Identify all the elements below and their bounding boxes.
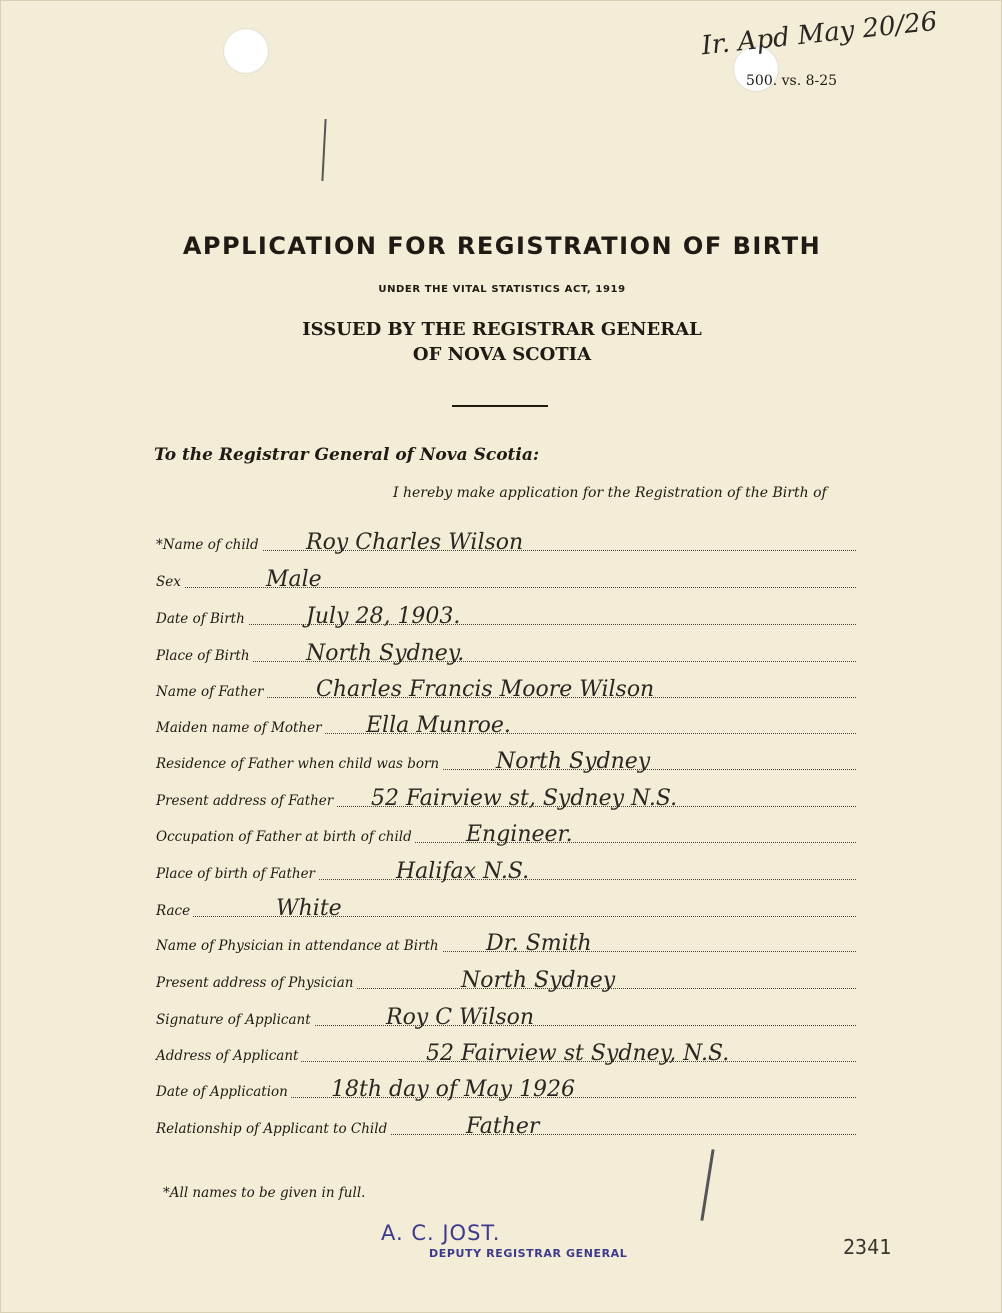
field-value: July 28, 1903. bbox=[306, 604, 461, 629]
fill-line bbox=[156, 916, 856, 917]
field-value: North Sydney bbox=[496, 749, 651, 774]
field-value: Father bbox=[466, 1114, 540, 1139]
registrar-stamp-title: DEPUTY REGISTRAR GENERAL bbox=[429, 1247, 628, 1260]
field-label: Date of Application bbox=[156, 1084, 291, 1100]
field-row-date-of-application bbox=[156, 1074, 856, 1104]
field-row-name-of-father bbox=[156, 674, 856, 704]
fill-line bbox=[156, 587, 856, 588]
field-row-name-of-physician bbox=[156, 928, 856, 958]
form-code: 500. vs. 8-25 bbox=[746, 73, 838, 89]
field-label: Relationship of Applicant to Child bbox=[156, 1121, 390, 1137]
issuer-line-2: OF NOVA SCOTIA bbox=[412, 344, 592, 365]
field-label: Race bbox=[156, 903, 193, 919]
field-label: Date of Birth bbox=[156, 611, 248, 627]
field-row-signature-of-applicant bbox=[156, 1002, 856, 1032]
field-value: Male bbox=[266, 567, 322, 592]
field-row-address-of-applicant bbox=[156, 1038, 856, 1068]
field-row-residence-of-father bbox=[156, 746, 856, 776]
field-value: North Sydney. bbox=[306, 641, 465, 666]
registrar-stamp-name: A. C. JOST. bbox=[381, 1221, 501, 1245]
addressee-line: To the Registrar General of Nova Scotia: bbox=[154, 445, 540, 465]
field-value: Roy C Wilson bbox=[386, 1005, 535, 1030]
field-value: 52 Fairview st Sydney, N.S. bbox=[426, 1041, 730, 1066]
field-row-present-address-of-physician bbox=[156, 965, 856, 995]
field-label: Signature of Applicant bbox=[156, 1012, 314, 1028]
fill-line bbox=[156, 624, 856, 625]
field-label: Occupation of Father at birth of child bbox=[156, 829, 415, 845]
field-row-name-of-child bbox=[156, 527, 856, 557]
field-row-relationship-of-applicant bbox=[156, 1111, 856, 1141]
form-subtitle: UNDER THE VITAL STATISTICS ACT, 1919 bbox=[378, 284, 626, 295]
field-value: 52 Fairview st, Sydney N.S. bbox=[371, 786, 678, 811]
issuer-line-1: ISSUED BY THE REGISTRAR GENERAL bbox=[302, 319, 702, 340]
field-value: White bbox=[276, 896, 342, 921]
field-label: Present address of Father bbox=[156, 793, 336, 809]
pencil-mark bbox=[700, 1149, 714, 1221]
field-label: Name of Physician in attendance at Birth bbox=[156, 938, 442, 954]
field-row-race bbox=[156, 893, 856, 923]
field-label: Sex bbox=[156, 574, 184, 590]
field-value: Dr. Smith bbox=[486, 931, 592, 956]
serial-number: 2341 bbox=[843, 1235, 892, 1259]
field-value: Engineer. bbox=[466, 822, 573, 847]
field-row-occupation-of-father bbox=[156, 819, 856, 849]
intro-statement: I hereby make application for the Registration of the Birth of bbox=[393, 485, 827, 501]
field-label: Residence of Father when child was born bbox=[156, 756, 442, 772]
field-row-present-address-of-father bbox=[156, 783, 856, 813]
field-value: 18th day of May 1926 bbox=[331, 1077, 576, 1102]
title-divider bbox=[452, 405, 548, 407]
field-row-maiden-name-of-mother bbox=[156, 710, 856, 740]
field-label: Maiden name of Mother bbox=[156, 720, 325, 736]
punch-hole-left bbox=[223, 28, 269, 74]
field-value: Charles Francis Moore Wilson bbox=[316, 677, 655, 702]
form-title: APPLICATION FOR REGISTRATION OF BIRTH bbox=[182, 232, 822, 260]
field-label: Place of birth of Father bbox=[156, 866, 318, 882]
footnote: *All names to be given in full. bbox=[163, 1185, 366, 1201]
field-label: *Name of child bbox=[156, 537, 262, 553]
field-value: North Sydney bbox=[461, 968, 616, 993]
field-row-date-of-birth bbox=[156, 601, 856, 631]
pencil-mark bbox=[321, 119, 326, 181]
field-row-place-of-birth-of-father bbox=[156, 856, 856, 886]
field-label: Present address of Physician bbox=[156, 975, 356, 991]
field-label: Place of Birth bbox=[156, 648, 253, 664]
field-label: Name of Father bbox=[156, 684, 266, 700]
field-value: Halifax N.S. bbox=[396, 859, 530, 884]
field-row-sex bbox=[156, 564, 856, 594]
field-label: Address of Applicant bbox=[156, 1048, 301, 1064]
field-row-place-of-birth bbox=[156, 638, 856, 668]
field-value: Roy Charles Wilson bbox=[306, 530, 524, 555]
field-value: Ella Munroe. bbox=[366, 713, 511, 738]
corner-handwritten-note: Ir. Apd May 20/26 bbox=[700, 6, 939, 62]
fill-line bbox=[156, 661, 856, 662]
